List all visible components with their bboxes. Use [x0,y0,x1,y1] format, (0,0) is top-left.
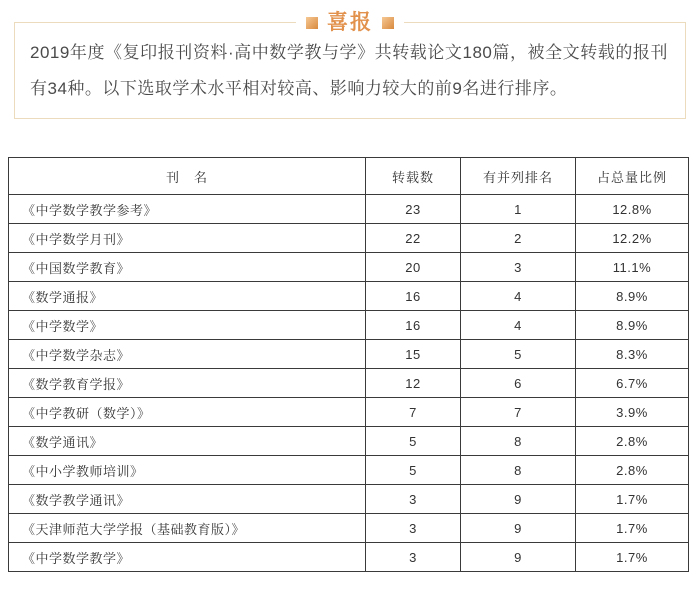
notice-box [14,11,686,119]
journal-name-cell: 《天津师范大学学报（基础教育版）》 [9,514,366,543]
table-row [9,398,689,427]
share-cell: 11.1% [576,253,689,282]
table-row [9,514,689,543]
reprint-count-cell: 7 [366,398,461,427]
reprint-count-cell: 16 [366,282,461,311]
table-row [9,253,689,282]
journal-name-cell: 《中国数学教育》 [9,253,366,282]
journal-name-cell: 《中学数学杂志》 [9,340,366,369]
journal-name-cell: 《中学数学》 [9,311,366,340]
deco-square-right-icon [382,17,394,29]
table-row [9,311,689,340]
notice-body-text: 2019年度《复印报刊资料·高中数学教与学》共转载论文180篇，被全文转载的报刊有34种。以下选取学术水平相对较高、影响力较大的前9名进行排序。 [30,43,668,98]
table-body [9,195,689,572]
journal-name-cell: 《中学数学教学》 [9,543,366,572]
reprint-count-cell: 3 [366,485,461,514]
reprint-count-cell: 22 [366,224,461,253]
reprint-count-cell: 20 [366,253,461,282]
table-row [9,456,689,485]
reprint-count-cell: 15 [366,340,461,369]
tied-rank-cell: 8 [461,427,576,456]
ranking-table [8,157,689,572]
table-row [9,427,689,456]
notice-title-text: 喜报 [327,11,373,34]
table-row [9,543,689,572]
share-cell: 3.9% [576,398,689,427]
reprint-count-cell: 16 [366,311,461,340]
journal-name-cell: 《中小学教师培训》 [9,456,366,485]
share-cell: 12.2% [576,224,689,253]
tied-rank-cell: 3 [461,253,576,282]
share-cell: 1.7% [576,514,689,543]
table-row [9,195,689,224]
journal-name-cell: 《中学教研（数学）》 [9,398,366,427]
share-cell: 8.9% [576,282,689,311]
col-header-reprint-count: 转载数 [366,158,461,195]
table-row [9,340,689,369]
col-header-journal-name: 刊 名 [9,158,366,195]
table-row [9,369,689,398]
tied-rank-cell: 1 [461,195,576,224]
col-header-tied-rank: 有并列排名 [461,158,576,195]
reprint-count-cell: 12 [366,369,461,398]
notice-title [296,9,404,36]
tied-rank-cell: 8 [461,456,576,485]
reprint-count-cell: 3 [366,543,461,572]
tied-rank-cell: 4 [461,282,576,311]
table-row [9,485,689,514]
reprint-count-cell: 5 [366,427,461,456]
tied-rank-cell: 5 [461,340,576,369]
share-cell: 2.8% [576,427,689,456]
share-cell: 8.3% [576,340,689,369]
share-cell: 6.7% [576,369,689,398]
share-cell: 2.8% [576,456,689,485]
tied-rank-cell: 9 [461,514,576,543]
share-cell: 1.7% [576,543,689,572]
journal-name-cell: 《中学数学月刊》 [9,224,366,253]
journal-name-cell: 《数学教学通讯》 [9,485,366,514]
table-header-row [9,158,689,195]
col-header-share-of-total: 占总量比例 [576,158,689,195]
journal-name-cell: 《数学通报》 [9,282,366,311]
table-row [9,224,689,253]
journal-name-cell: 《数学通讯》 [9,427,366,456]
share-cell: 1.7% [576,485,689,514]
deco-square-left-icon [306,17,318,29]
table-row [9,282,689,311]
tied-rank-cell: 2 [461,224,576,253]
reprint-count-cell: 3 [366,514,461,543]
tied-rank-cell: 4 [461,311,576,340]
reprint-count-cell: 5 [366,456,461,485]
tied-rank-cell: 6 [461,369,576,398]
tied-rank-cell: 7 [461,398,576,427]
reprint-count-cell: 23 [366,195,461,224]
journal-name-cell: 《数学教育学报》 [9,369,366,398]
share-cell: 12.8% [576,195,689,224]
share-cell: 8.9% [576,311,689,340]
journal-name-cell: 《中学数学教学参考》 [9,195,366,224]
tied-rank-cell: 9 [461,543,576,572]
tied-rank-cell: 9 [461,485,576,514]
